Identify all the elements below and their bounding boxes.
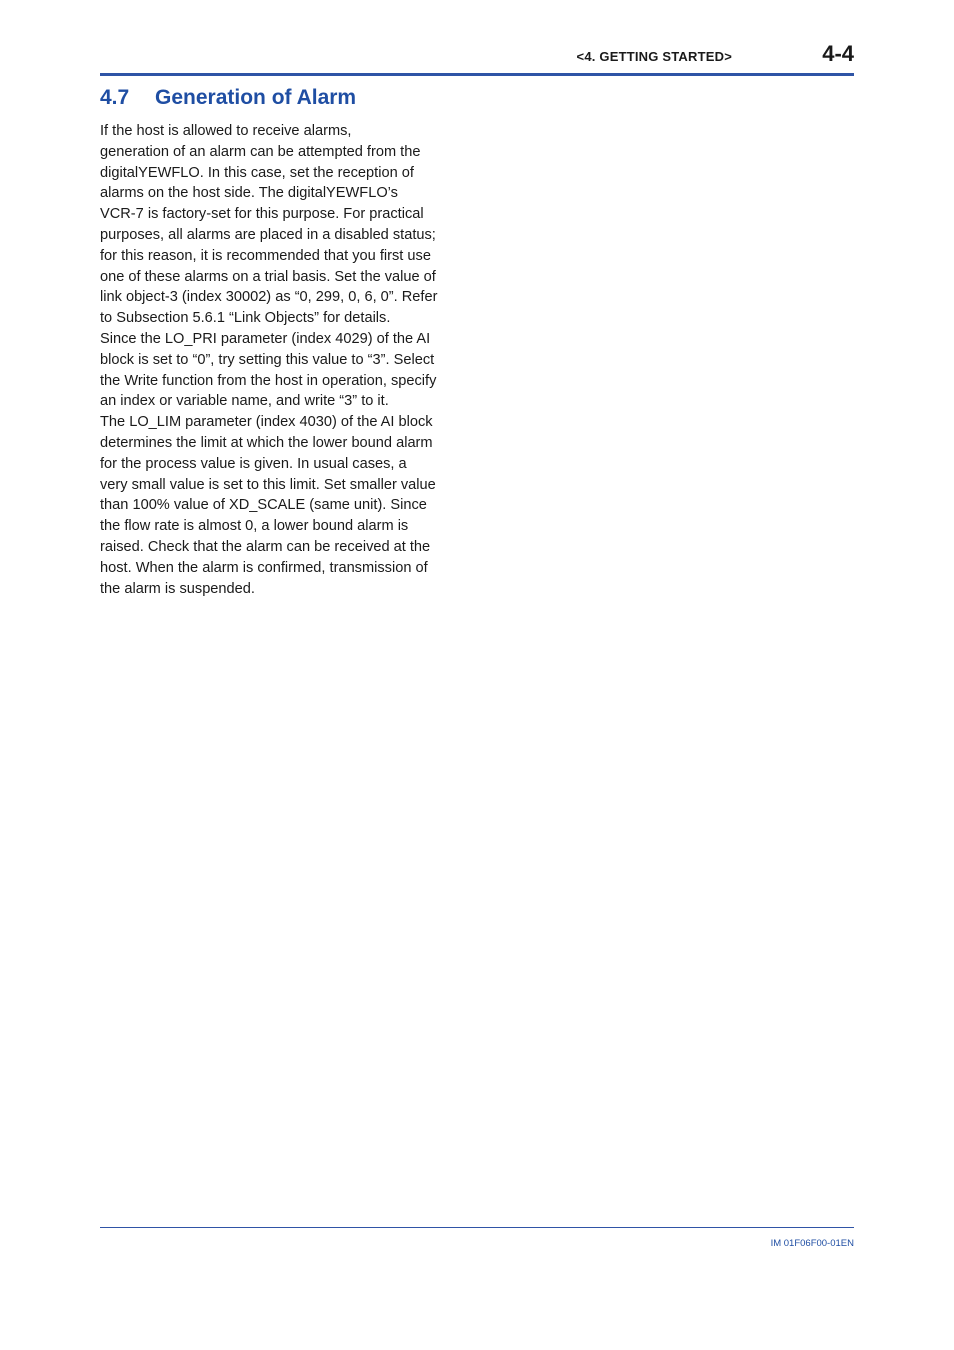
body-line: purposes, all alarms are placed in a disabled status;	[100, 226, 436, 243]
body-line: very small value is set to this limit. Set smaller value	[100, 476, 436, 493]
body-line: the Write function from the host in operation, specify	[100, 372, 437, 389]
body-line: digitalYEWFLO. In this case, set the reception of	[100, 164, 414, 181]
body-line: link object-3 (index 30002) as “0, 299, 0, 6, 0”. Refer	[100, 289, 438, 306]
body-line: for the process value is given. In usual cases, a	[100, 455, 407, 472]
section-title: Generation of Alarm	[155, 86, 357, 109]
body-line: the flow rate is almost 0, a lower bound alarm is	[100, 518, 409, 535]
body-line: VCR-7 is factory-set for this purpose. For practical	[100, 206, 424, 223]
page-header	[100, 40, 854, 76]
body-line: raised. Check that the alarm can be received at the	[100, 538, 431, 555]
document-id: IM 01F06F00-01EN	[770, 1238, 854, 1249]
body-line: than 100% value of XD_SCALE (same unit). Since	[100, 497, 427, 514]
chapter-label: <4. GETTING STARTED>	[576, 49, 732, 64]
body-line: the alarm is suspended.	[100, 580, 255, 597]
section-number: 4.7	[100, 86, 130, 109]
body-line: host. When the alarm is confirmed, transmission of	[100, 559, 428, 576]
body-line: determines the limit at which the lower bound alarm	[100, 434, 433, 451]
section-heading	[100, 86, 356, 110]
page-number: 4-4	[822, 41, 854, 66]
header-rule	[100, 73, 854, 76]
body-line: The LO_LIM parameter (index 4030) of the AI block	[100, 414, 433, 431]
body-line: for this reason, it is recommended that you first use	[100, 247, 431, 264]
body-line: generation of an alarm can be attempted from the	[100, 143, 421, 160]
body-line: alarms on the host side. The digitalYEWFLO’s	[100, 185, 398, 202]
body-line: to Subsection 5.6.1 “Link Objects” for details.	[100, 310, 391, 327]
body-line: If the host is allowed to receive alarms,	[100, 123, 352, 139]
footer-rule	[100, 1227, 854, 1228]
body-line: Since the LO_PRI parameter (index 4029) of the AI	[100, 330, 431, 347]
body-line: an index or variable name, and write “3” to it.	[100, 393, 389, 410]
body-text	[100, 121, 460, 599]
body-line: one of these alarms on a trial basis. Set the value of	[100, 268, 436, 285]
body-line: block is set to “0”, try setting this value to “3”. Select	[100, 351, 435, 368]
